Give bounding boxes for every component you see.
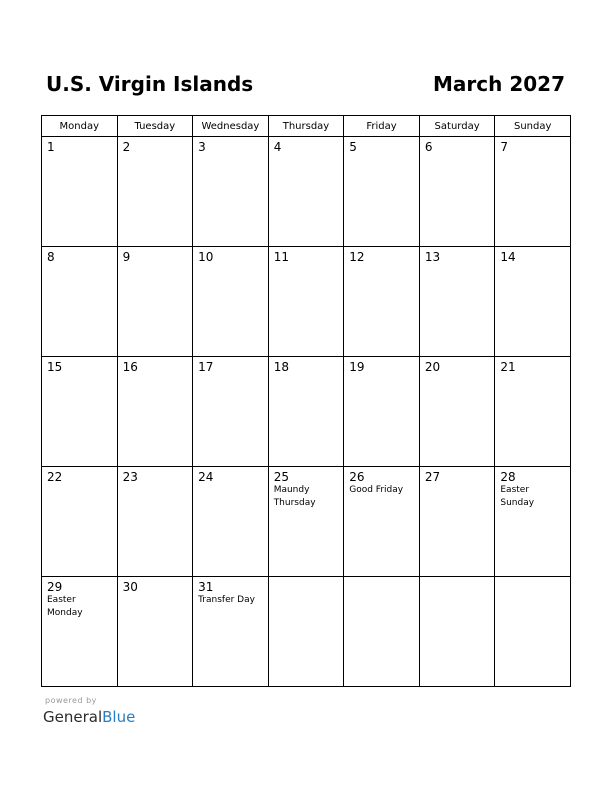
day-number: 26	[349, 470, 365, 484]
day-cell	[117, 357, 193, 467]
day-cell	[419, 467, 495, 577]
generalblue-logo	[43, 708, 135, 726]
day-number: 15	[47, 360, 63, 374]
day-cell	[419, 577, 495, 687]
day-cell	[495, 577, 571, 687]
day-cell	[117, 577, 193, 687]
day-number: 12	[349, 250, 365, 264]
week-row	[42, 577, 571, 687]
day-number: 6	[424, 140, 433, 154]
day-number: 8	[47, 250, 55, 264]
day-cell	[42, 357, 118, 467]
day-number: 4	[273, 140, 282, 154]
day-cell	[42, 577, 118, 687]
day-cell	[344, 247, 420, 357]
day-number: 21	[500, 360, 516, 374]
day-cell	[42, 137, 118, 247]
weekday-sunday: Sunday	[495, 116, 571, 137]
weekday-header-row	[42, 116, 571, 137]
holiday-label: Easter Monday	[47, 595, 83, 618]
day-number: 10	[198, 250, 214, 264]
day-cell	[419, 357, 495, 467]
day-number: 22	[47, 470, 63, 484]
day-cell	[117, 247, 193, 357]
day-cell	[193, 467, 269, 577]
day-number: 27	[424, 470, 441, 484]
logo-blue: Blue	[102, 708, 136, 726]
day-number: 17	[198, 360, 214, 374]
day-cell	[344, 467, 420, 577]
weekday-saturday: Saturday	[419, 116, 495, 137]
day-cell	[495, 357, 571, 467]
holiday-label: Easter Sunday	[500, 485, 535, 508]
holiday-label: Maundy Thursday	[273, 485, 316, 508]
day-cell	[268, 357, 344, 467]
day-cell	[268, 577, 344, 687]
country-title: U.S. Virgin Islands	[46, 72, 254, 96]
logo-general: General	[43, 708, 103, 726]
day-number: 11	[273, 250, 289, 264]
holiday-label: Transfer Day	[198, 595, 255, 605]
day-number: 23	[122, 470, 138, 484]
day-cell	[193, 137, 269, 247]
day-number: 24	[198, 470, 214, 484]
week-row	[42, 137, 571, 247]
day-cell	[193, 577, 269, 687]
weekday-friday: Friday	[344, 116, 420, 137]
day-number: 28	[500, 470, 516, 484]
day-cell	[495, 137, 571, 247]
day-number: 9	[122, 250, 131, 264]
weekday-thursday: Thursday	[268, 116, 344, 137]
day-cell	[268, 137, 344, 247]
day-number: 25	[273, 470, 289, 484]
day-cell	[268, 247, 344, 357]
calendar-grid	[41, 115, 571, 687]
day-cell	[268, 467, 344, 577]
day-number: 29	[47, 580, 63, 594]
day-number: 2	[122, 140, 131, 154]
day-number: 13	[424, 250, 441, 264]
day-number: 20	[424, 360, 441, 374]
day-cell	[419, 247, 495, 357]
week-row	[42, 357, 571, 467]
day-cell	[495, 247, 571, 357]
day-cell	[117, 467, 193, 577]
weekday-wednesday: Wednesday	[193, 116, 269, 137]
day-cell	[344, 137, 420, 247]
week-row	[42, 247, 571, 357]
weekday-monday: Monday	[42, 116, 118, 137]
day-cell	[344, 577, 420, 687]
brand-footer	[43, 696, 135, 726]
week-row	[42, 467, 571, 577]
day-cell	[495, 467, 571, 577]
day-number: 19	[349, 360, 365, 374]
day-number: 14	[500, 250, 516, 264]
day-number: 7	[500, 140, 509, 154]
day-cell	[344, 357, 420, 467]
month-title: March 2027	[433, 72, 565, 96]
weekday-tuesday: Tuesday	[117, 116, 193, 137]
day-number: 31	[198, 580, 214, 594]
day-number: 1	[47, 140, 55, 154]
holiday-label: Good Friday	[349, 485, 404, 495]
day-cell	[42, 247, 118, 357]
day-number: 3	[198, 140, 206, 154]
day-number: 16	[122, 360, 138, 374]
day-number: 18	[273, 360, 289, 374]
day-cell	[419, 137, 495, 247]
day-number: 5	[349, 140, 357, 154]
day-cell	[42, 467, 118, 577]
powered-by-text: powered by	[45, 696, 97, 705]
day-cell	[193, 357, 269, 467]
day-cell	[193, 247, 269, 357]
day-cell	[117, 137, 193, 247]
day-number: 30	[122, 580, 138, 594]
